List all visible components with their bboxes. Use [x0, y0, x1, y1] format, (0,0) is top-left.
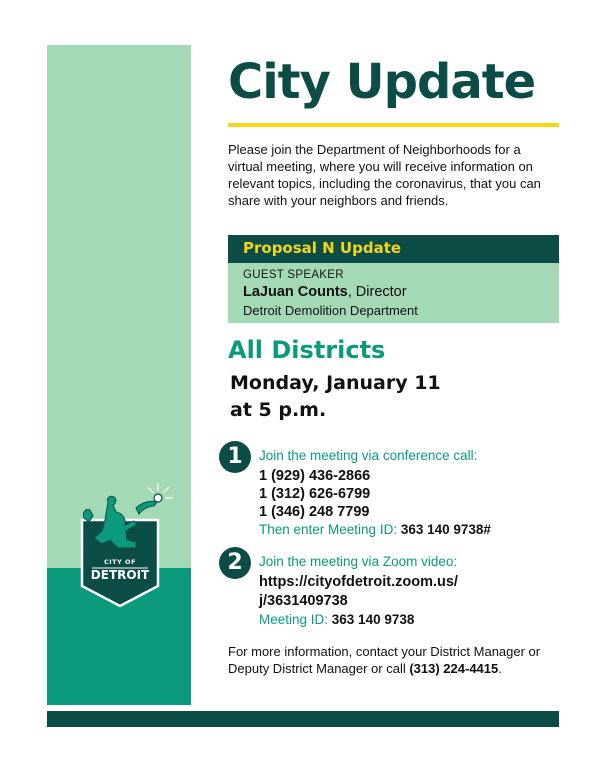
- speaker-department: Detroit Demolition Department: [243, 303, 418, 318]
- zoom-url-line-1[interactable]: https://cityofdetroit.zoom.us/: [259, 574, 458, 590]
- proposal-details: [228, 263, 559, 323]
- phone-number-3[interactable]: 1 (346) 248 7799: [259, 504, 370, 520]
- step-2-heading: Join the meeting via Zoom video:: [259, 554, 458, 569]
- meeting-id-prefix: Meeting ID:: [259, 612, 332, 627]
- guest-speaker-label: GUEST SPEAKER: [243, 269, 344, 281]
- logo-big-text: DETROIT: [90, 568, 150, 582]
- step-2-meeting-id: [259, 612, 414, 627]
- step-1-badge: 1: [219, 441, 251, 473]
- zoom-url-line-2[interactable]: j/3631409738: [259, 593, 348, 609]
- page-title: City Update: [228, 54, 536, 110]
- footer-phone[interactable]: (313) 224-4415: [409, 661, 499, 676]
- title-underline: [228, 123, 559, 127]
- footer-text: For more information, contact your District Manager or Deputy District Manager or call: [228, 644, 541, 676]
- proposal-heading: Proposal N Update: [243, 239, 402, 257]
- logo-small-text: CITY OF: [103, 558, 137, 566]
- phone-number-1[interactable]: 1 (929) 436-2866: [259, 468, 371, 484]
- event-time: at 5 p.m.: [230, 399, 327, 421]
- meeting-id-value: 363 140 9738#: [400, 522, 491, 537]
- speaker-name: LaJuan Counts: [243, 284, 348, 300]
- bottom-bar: [47, 711, 559, 727]
- districts-heading: All Districts: [228, 336, 386, 364]
- meeting-id-prefix: Then enter Meeting ID:: [259, 522, 401, 537]
- step-1-meeting-id: [259, 522, 491, 537]
- speaker-line: [243, 284, 407, 300]
- phone-number-2[interactable]: 1 (312) 626-6799: [259, 486, 371, 502]
- proposal-heading-bar: [228, 235, 559, 263]
- city-of-detroit-logo: [60, 478, 180, 608]
- footer-end: .: [498, 661, 502, 676]
- step-2-badge: 2: [219, 547, 251, 579]
- speaker-title: , Director: [347, 284, 407, 300]
- intro-paragraph: Please join the Department of Neighborhoods for a virtual meeting, where you will receive information on relevant topics, including the coronavirus, that you can share with your neighbors and friends.: [228, 142, 541, 208]
- meeting-id-value: 363 140 9738: [331, 612, 415, 627]
- event-date: Monday, January 11: [230, 372, 441, 394]
- step-1-heading: Join the meeting via conference call:: [259, 448, 478, 463]
- footer-paragraph: [228, 643, 558, 677]
